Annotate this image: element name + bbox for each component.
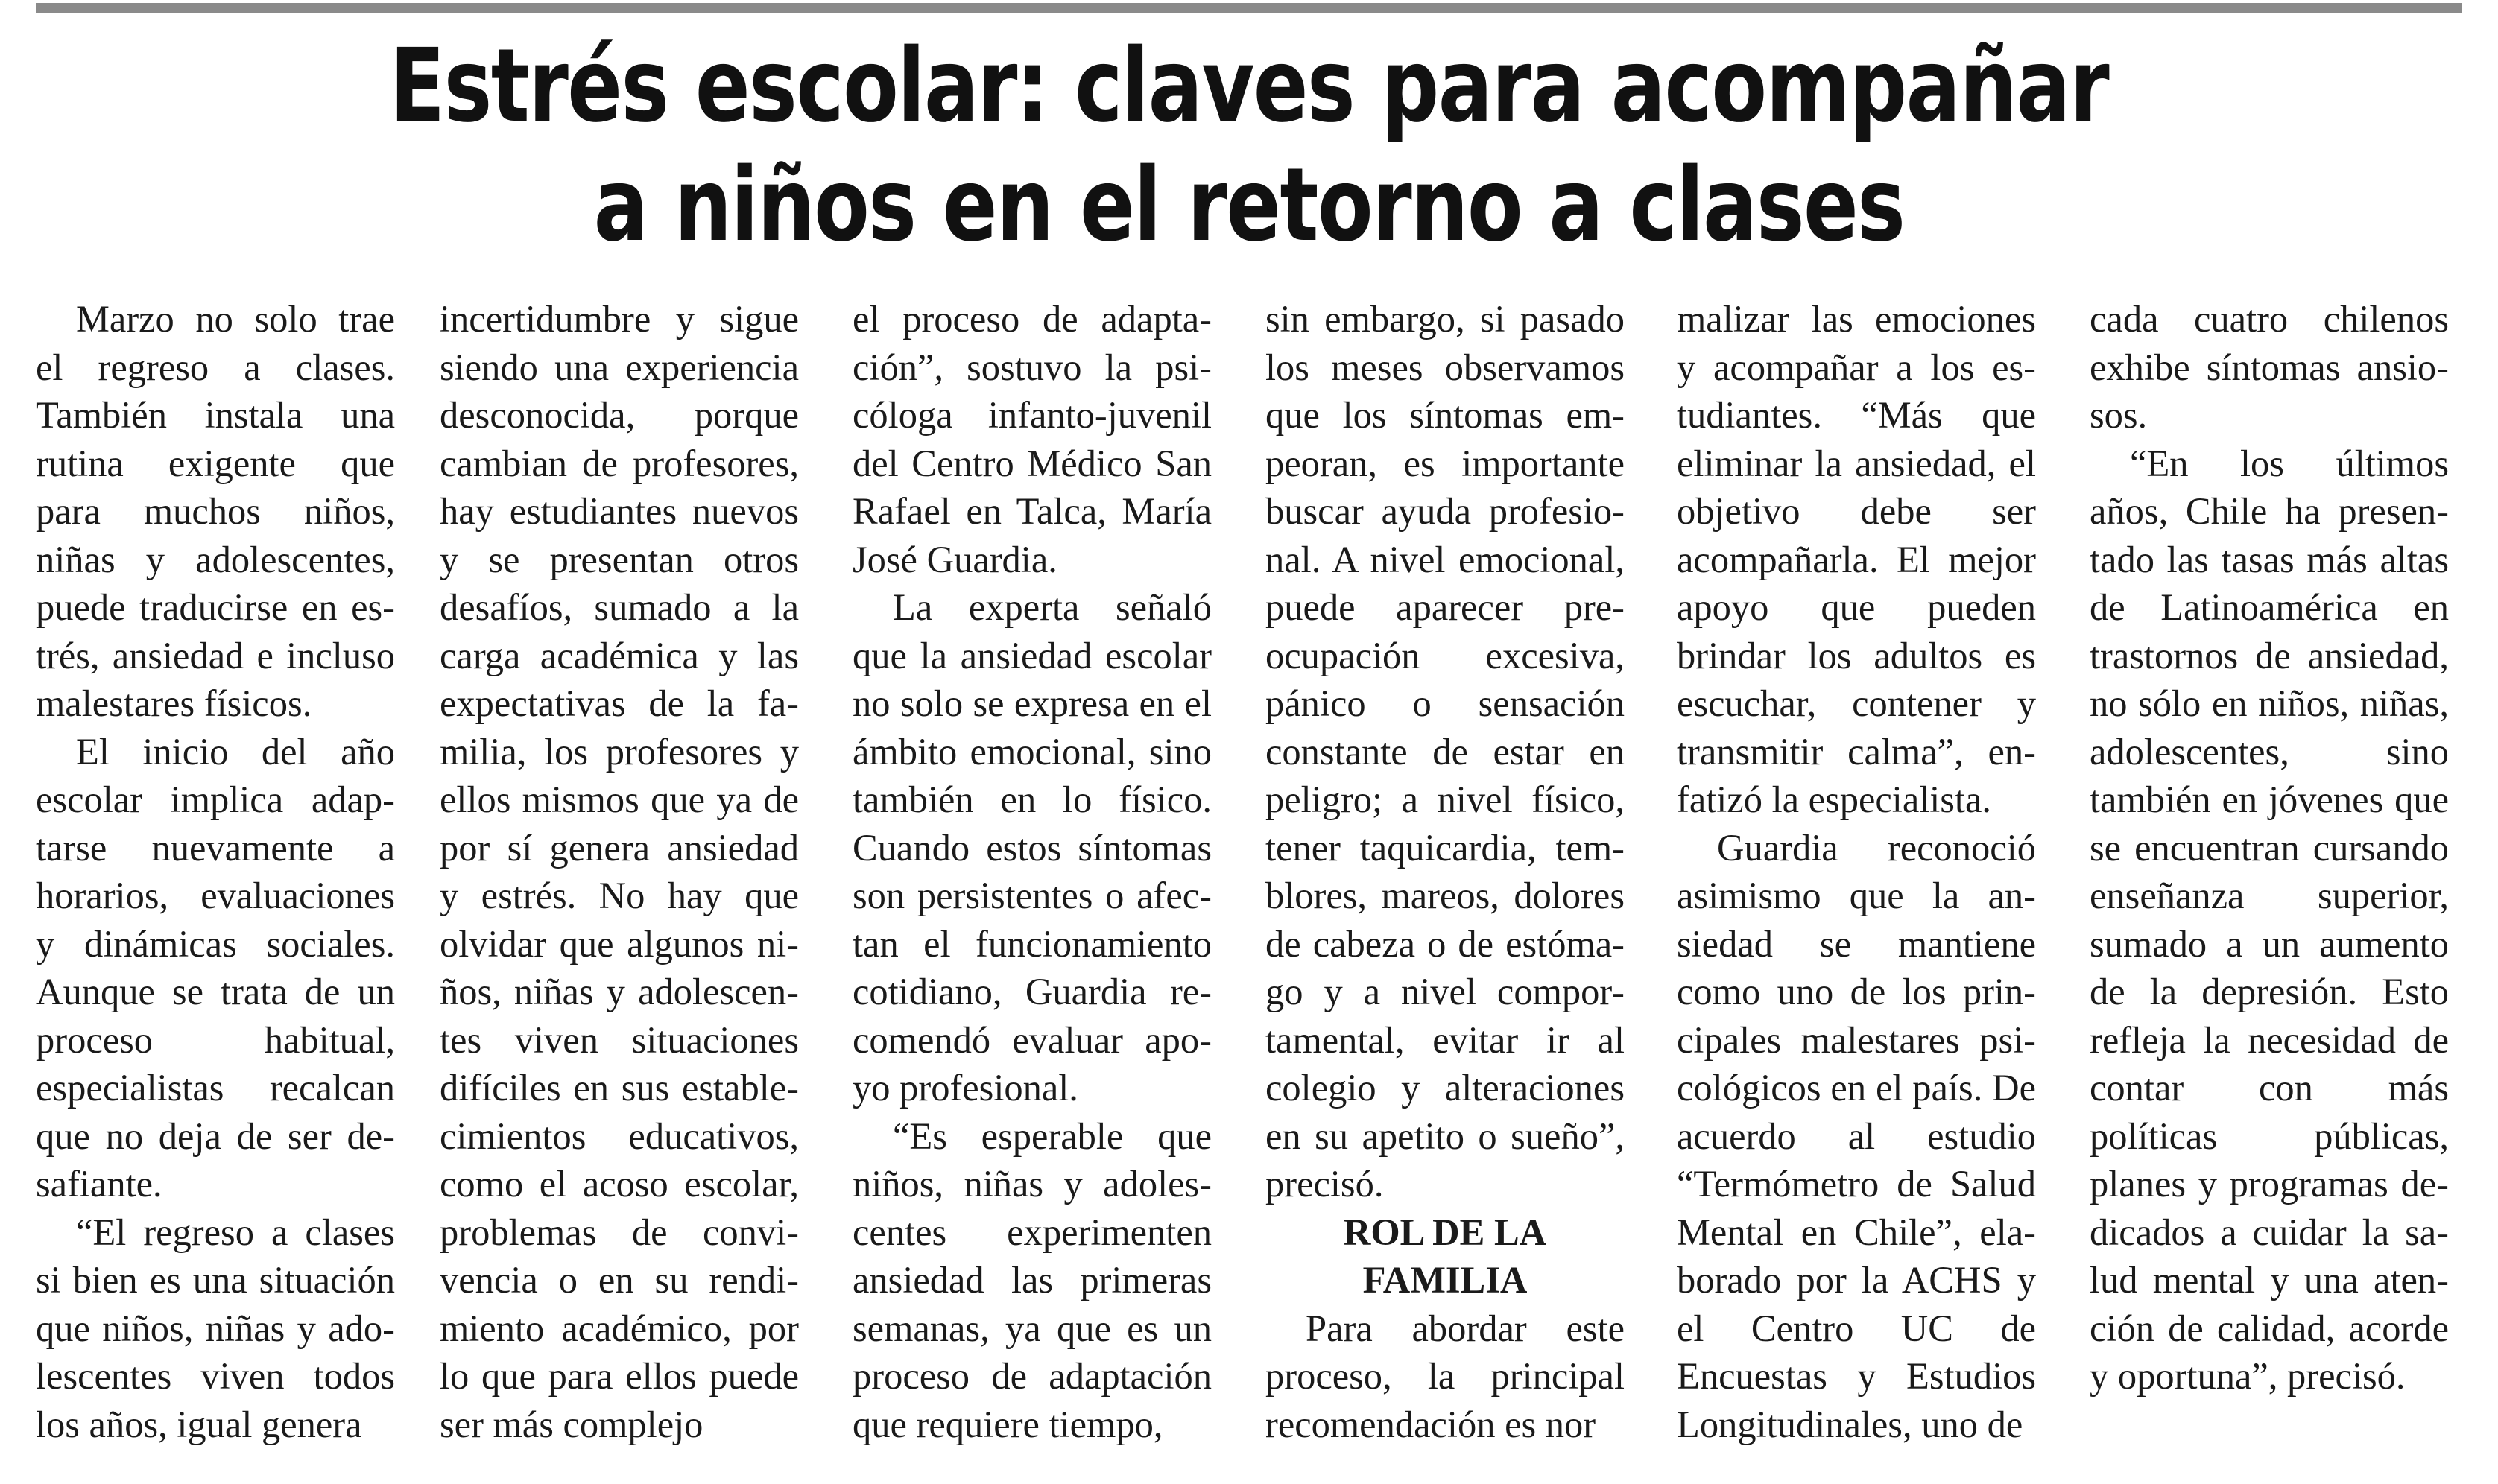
column-2 (440, 295, 799, 1448)
subheading-line-2: FAMILIA (1362, 1259, 1528, 1301)
paragraph: el proceso de adaptación”, sostuvo la psicóloga infanto-juvenil del Centro Médico San Rafael en Talca, María José Guardia. (853, 298, 1212, 580)
column-6 (2090, 295, 2449, 1401)
paragraph: La experta señaló que la ansiedad escolar no solo se expresa en el ámbito emocional, sino también en lo físico. Cuando estos síntomas son persistentes o afectan el funcionamiento cotidiano, Guardia recomendó evaluar apoyo profesional. (853, 586, 1212, 1109)
top-rule (36, 3, 2462, 13)
paragraph: Marzo no solo trae el regreso a clases. También instala una rutina exigente que para muchos niños, niñas y adolescentes, puede traducirse en estrés, ansiedad e incluso malestares físicos. (36, 298, 395, 724)
headline-line-1: Estrés escolar: claves para acompañar (389, 28, 2109, 145)
subheading (1265, 1208, 1625, 1304)
paragraph: sin embargo, si pasado los meses observamos que los síntomas empeoran, es importante buscar ayuda profesional. A nivel emocional, puede aparecer preocupación excesiva, pánico o sensación constante de estar en peligro; a nivel físico, tener taquicardia, temblores, mareos, dolores de cabeza o de estómago y a nivel comportamental, evitar ir al colegio y alteraciones en su apetito o sueño”, precisó. (1265, 298, 1625, 1205)
paragraph: “El regreso a clases si bien es una situación que niños, niñas y adolescentes viven todos los años, igual genera (36, 1211, 395, 1445)
headline-line-2: a niños en el retorno a clases (593, 147, 1905, 264)
paragraph: El inicio del año escolar implica adaptarse nuevamente a horarios, evaluaciones y dinámicas sociales. Aunque se trata de un proceso habitual, especialistas recalcan que no deja de ser desafiante. (36, 730, 395, 1205)
paragraph: Para abordar este proceso, la principal recomendación es nor (1265, 1307, 1625, 1445)
column-4 (1265, 295, 1625, 1448)
paragraph: malizar las emociones y acompañar a los estudiantes. “Más que eliminar la ansiedad, el objetivo debe ser acompañarla. El mejor apoyo que pueden brindar los adultos es escuchar, contener y transmitir calma”, enfatizó la especialista. (1677, 298, 2036, 820)
subheading-line-1: ROL DE LA (1343, 1211, 1547, 1253)
headline (250, 27, 2248, 265)
paragraph: Guardia reconoció asimismo que la ansiedad se mantiene como uno de los principales malestares psicológicos en el país. De acuerdo al estudio “Termómetro de Salud Mental en Chile”, elaborado por la ACHS y el Centro UC de Encuestas y Estudios Longitudinales, uno de (1677, 826, 2036, 1445)
paragraph: cada cuatro chilenos exhibe síntomas ansiosos. (2090, 298, 2449, 436)
column-3 (853, 295, 1212, 1448)
column-1 (36, 295, 395, 1448)
paragraph: “En los últimos años, Chile ha presentado las tasas más altas de Latinoamérica en trastornos de ansiedad, no sólo en niños, niñas, adolescentes, sino también en jóvenes que se encuentran cursando enseñanza superior, sumado a un aumento de la depresión. Esto refleja la necesidad de contar con más políticas públicas, planes y programas dedicados a cuidar la salud mental y una atención de calidad, acorde y oportuna”, precisó. (2090, 442, 2449, 1397)
column-5 (1677, 295, 2036, 1448)
paragraph: incertidumbre y sigue siendo una experiencia desconocida, porque cambian de profesores, hay estudiantes nuevos y se presentan otros desafíos, sumado a la carga académica y las expectativas de la familia, los profesores y ellos mismos que ya de por sí genera ansiedad y estrés. No hay que olvidar que algunos niños, niñas y adolescentes viven situaciones difíciles en sus establecimientos educativos, como el acoso escolar, problemas de convivencia o en su rendimiento académico, por lo que para ellos puede ser más complejo (440, 298, 799, 1445)
paragraph: “Es esperable que niños, niñas y adolescentes experimenten ansiedad las primeras semanas, ya que es un proceso de adaptación que requiere tiempo, (853, 1114, 1212, 1445)
